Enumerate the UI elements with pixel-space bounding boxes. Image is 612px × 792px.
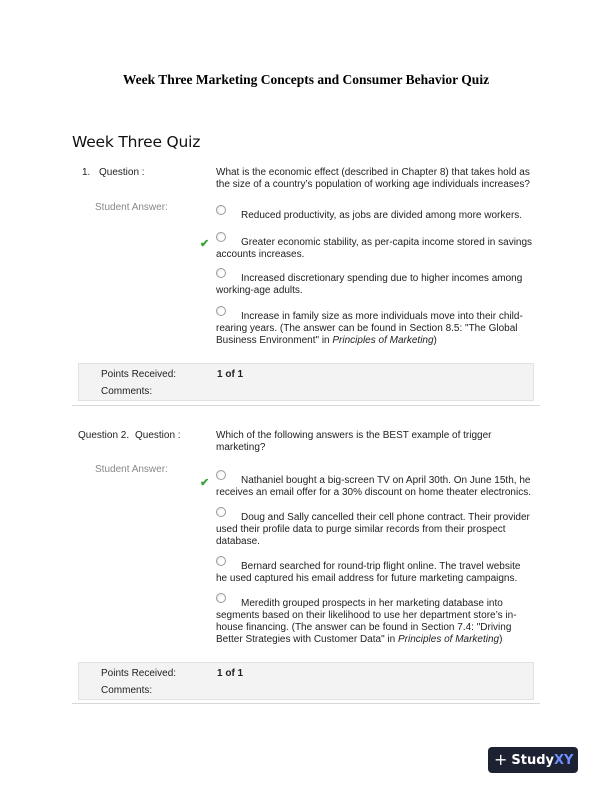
question-label: Question : (99, 167, 145, 178)
logo-text: Study (511, 752, 555, 768)
radio-button-icon[interactable] (216, 507, 226, 517)
studyxy-logo[interactable] (488, 747, 578, 773)
student-answer-label: Student Answer: (95, 464, 168, 475)
question-text: Which of the following answers is the BEST example of trigger marketing? (216, 430, 492, 453)
question-number: 1. (82, 167, 91, 178)
answer-option[interactable] (216, 598, 534, 646)
checkmark-icon: ✔ (200, 238, 210, 250)
points-panel (78, 662, 534, 700)
divider (72, 703, 540, 704)
radio-button-icon[interactable] (216, 232, 226, 242)
answer-text: Nathaniel bought a big-screen TV on April 30th. On June 15th, he receives an email offer for a 30% discount on home theater electronics. (216, 475, 531, 498)
answer-option[interactable] (216, 561, 534, 585)
radio-button-icon[interactable] (216, 470, 226, 480)
answer-text: Greater economic stability, as per-capita income stored in savings accounts increases. (216, 237, 533, 260)
answer-option[interactable] (216, 273, 534, 297)
radio-button-icon[interactable] (216, 593, 226, 603)
radio-button-icon[interactable] (216, 205, 226, 215)
question-block-2 (72, 430, 540, 706)
question-label: Question : (135, 430, 181, 441)
student-answer-label: Student Answer: (95, 202, 168, 213)
answer-option[interactable] (216, 210, 534, 222)
answer-option[interactable] (216, 311, 534, 347)
plus-icon: + (494, 750, 508, 769)
points-received-value: 1 of 1 (217, 668, 244, 679)
answer-text: Doug and Sally cancelled their cell phone contract. Their provider used their profile data to purge similar records from their prospect database. (216, 512, 530, 547)
answer-text: Increase in family size as more individuals move into their child-rearing years. (The answer can be found in Section 8.5: "The Global Business Environment" in Principles of Marketing) (216, 311, 523, 346)
book-title: Principles of Marketing (397, 634, 500, 645)
checkmark-icon: ✔ (200, 477, 210, 489)
radio-button-icon[interactable] (216, 268, 226, 278)
answer-option[interactable] (216, 475, 534, 499)
answer-text: Meredith grouped prospects in her marketing database into segments based on their likelihood to use her department store’s in-house financing. (The answer can be found in Section 7.4: "Driving Better Strategies with Customer Data" in Principles of Marketing) (216, 598, 517, 645)
points-received-label: Points Received: (101, 369, 177, 380)
answer-option[interactable] (216, 237, 534, 261)
radio-button-icon[interactable] (216, 556, 226, 566)
book-title: Principles of Marketing (332, 335, 434, 346)
radio-button-icon[interactable] (216, 306, 226, 316)
answer-option[interactable] (216, 512, 534, 548)
answer-text: Bernard searched for round-trip flight online. The travel website he used captured his email address for future marketing campaigns. (216, 561, 521, 584)
points-received-label: Points Received: (101, 668, 177, 679)
question-number: Question 2. (78, 430, 130, 441)
comments-label: Comments: (101, 685, 153, 696)
answer-text: Increased discretionary spending due to higher incomes among working-age adults. (216, 273, 523, 296)
logo-accent-text: XY (554, 752, 574, 768)
points-panel (78, 363, 534, 401)
question-text: What is the economic effect (described in Chapter 8) that takes hold as the size of a country’s population of working age individuals increases? (216, 167, 530, 190)
quiz-heading: Week Three Quiz (72, 133, 201, 151)
document-title: Week Three Marketing Concepts and Consumer Behavior Quiz (122, 72, 490, 87)
divider (72, 405, 540, 406)
question-block-1 (72, 167, 540, 407)
answer-text: Reduced productivity, as jobs are divided among more workers. (241, 210, 523, 221)
points-received-value: 1 of 1 (217, 369, 244, 380)
comments-label: Comments: (101, 386, 153, 397)
